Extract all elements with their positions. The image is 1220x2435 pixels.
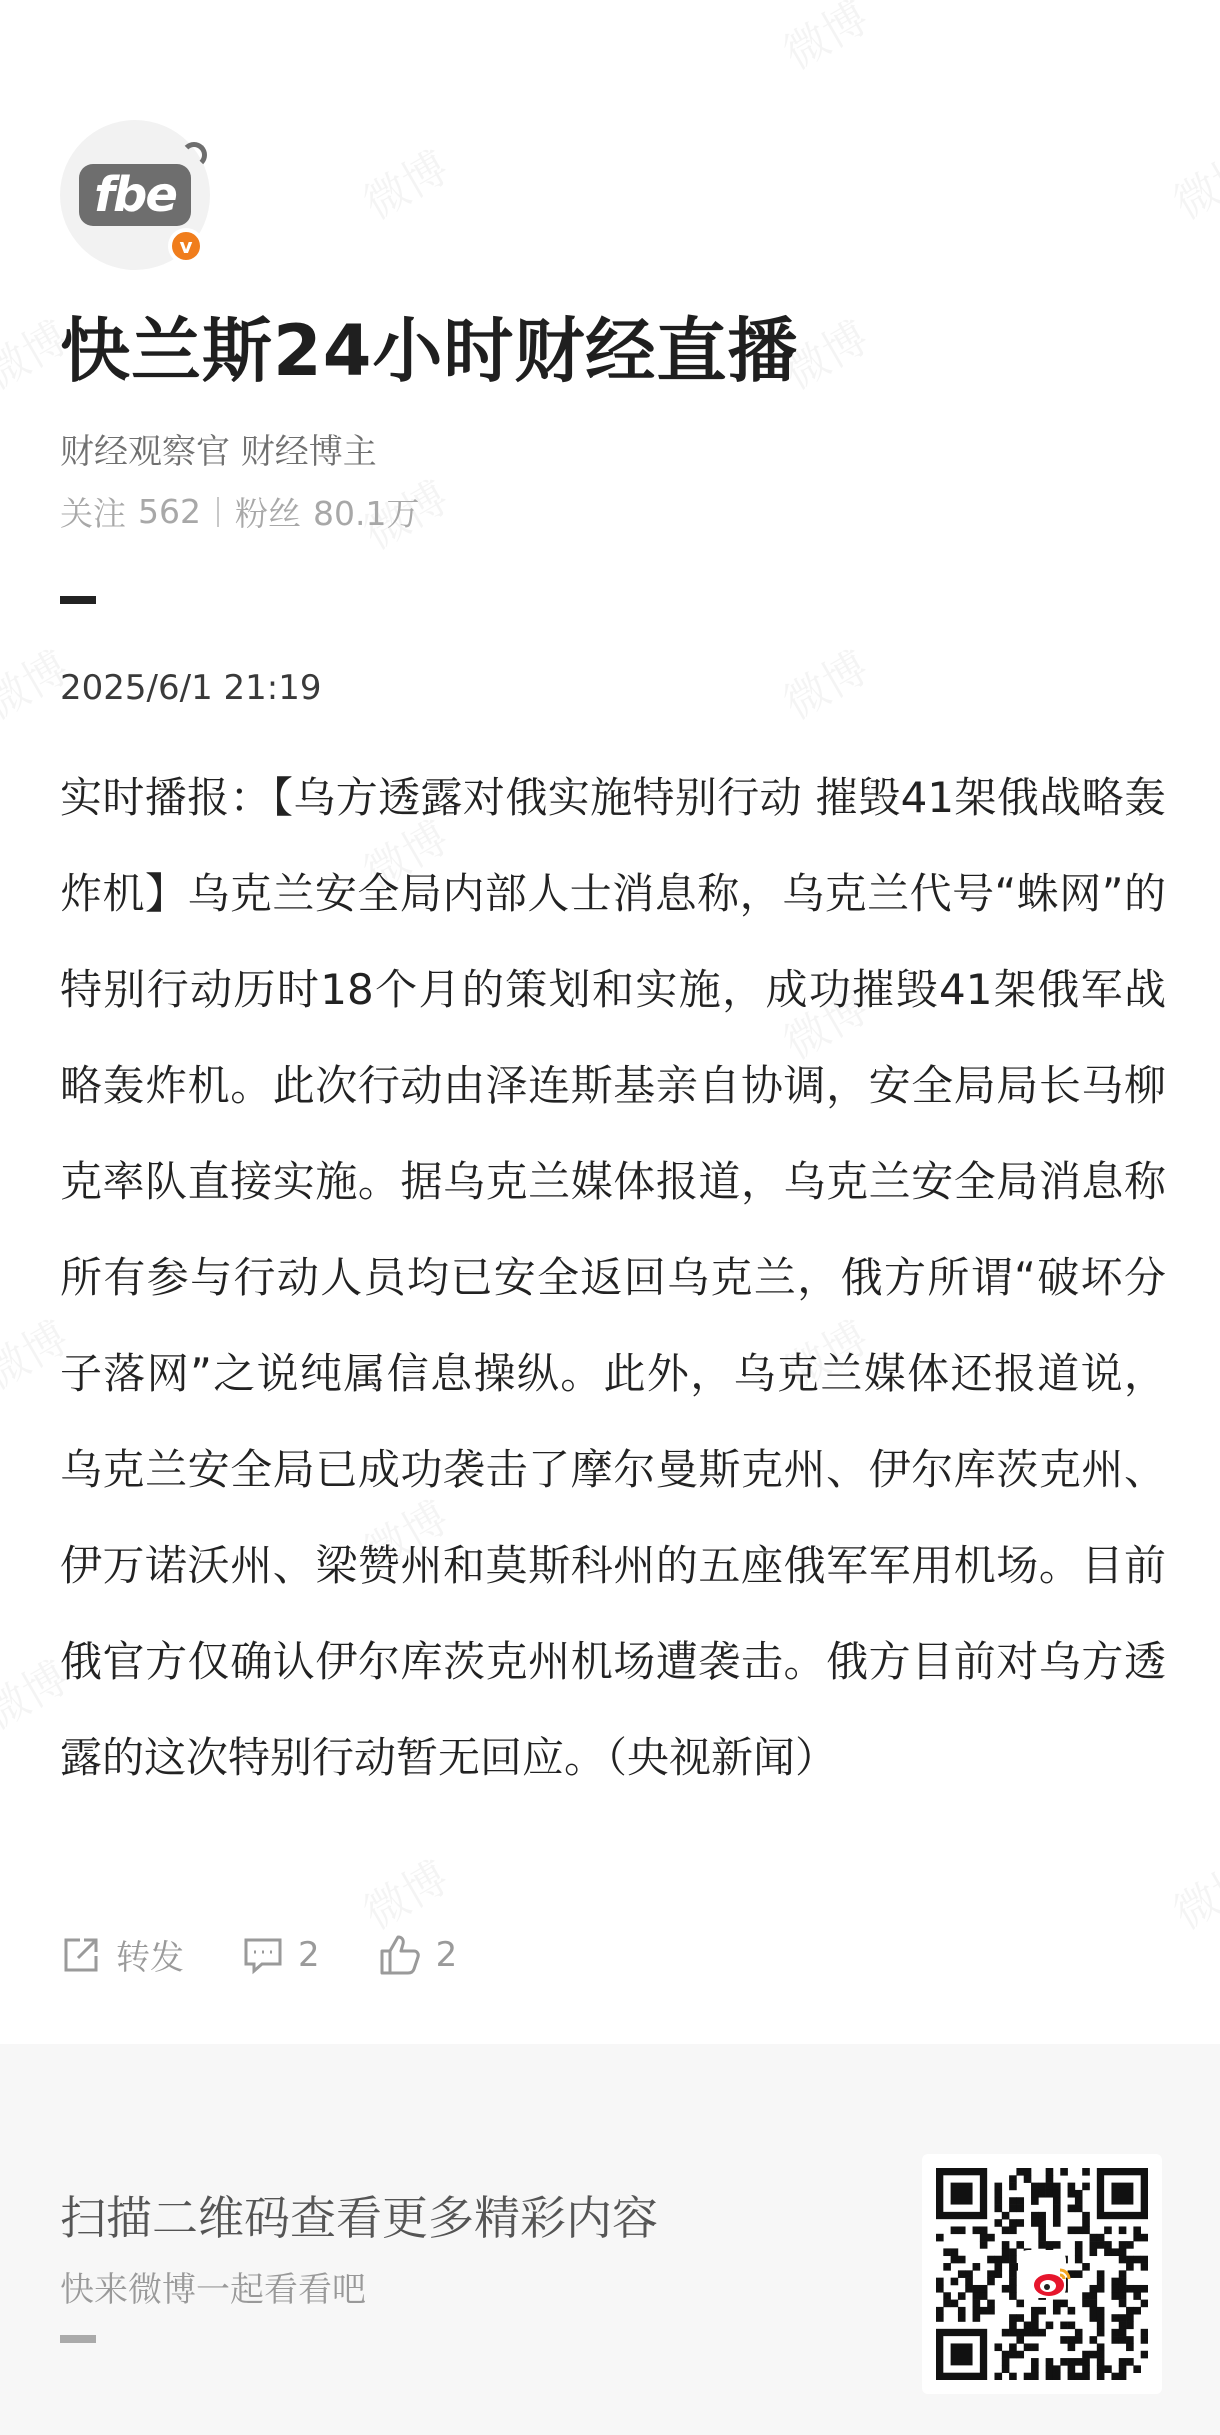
qr-subtitle: 快来微博一起看看吧 bbox=[60, 2270, 366, 2310]
watermark bbox=[350, 1842, 458, 1941]
qr-title: 扫描二维码查看更多精彩内容 bbox=[60, 2191, 658, 2245]
fans-label: 粉丝 bbox=[235, 494, 301, 533]
watermark bbox=[770, 632, 878, 731]
weibo-logo-icon bbox=[1018, 2250, 1066, 2298]
footer-divider bbox=[60, 2335, 96, 2343]
watermark bbox=[1160, 1842, 1220, 1941]
following-count[interactable]: 562 bbox=[138, 492, 201, 531]
verified-badge-icon: v bbox=[168, 228, 204, 264]
post-timestamp: 2025/6/1 21:19 bbox=[60, 668, 322, 708]
watermark bbox=[1160, 132, 1220, 231]
repost-label: 转发 bbox=[116, 1938, 184, 1978]
stats-divider bbox=[217, 497, 219, 527]
like-count: 2 bbox=[435, 1934, 458, 1975]
fans-count[interactable]: 80.1万 bbox=[313, 494, 420, 533]
verified-label: 财经观察官 财经博主 bbox=[60, 432, 377, 472]
avatar-text: fbe bbox=[94, 167, 176, 223]
section-divider bbox=[60, 596, 96, 604]
signal-icon bbox=[181, 142, 207, 168]
comment-count: 2 bbox=[298, 1934, 320, 1975]
follow-stats bbox=[60, 488, 419, 535]
watermark bbox=[770, 0, 878, 82]
qr-code[interactable] bbox=[922, 2154, 1162, 2394]
repost-button[interactable] bbox=[60, 1930, 184, 1979]
brand-logo bbox=[79, 164, 191, 226]
profile-header bbox=[60, 120, 1160, 270]
thumbs-up-icon bbox=[378, 1933, 422, 1977]
comment-icon bbox=[242, 1934, 284, 1976]
post-content: 实时播报：【乌方透露对俄实施特别行动 摧毁41架俄战略轰炸机】乌克兰安全局内部人士消息称，乌克兰代号“蛛网”的特别行动历时18个月的策划和实施，成功摧毁41架俄军战略轰炸机。此次行动由泽连斯基亲自协调，安全局局长马柳克率队直接实施。据乌克兰媒体报道，乌克兰安全局消息称所有参与行动人员均已安全返回乌克兰，俄方所谓“破坏分子落网”之说纯属信息操纵。此外，乌克兰媒体还报道说，乌克兰安全局已成功袭击了摩尔曼斯克州、伊尔库茨克州、伊万诺沃州、梁赞州和莫斯科州的五座俄军军用机场。目前俄官方仅确认伊尔库茨克州机场遭袭击。俄方目前对乌方透露的这次特别行动暂无回应。（央视新闻） bbox=[60, 773, 1166, 1782]
following-label: 关注 bbox=[60, 494, 126, 533]
comment-button[interactable] bbox=[242, 1934, 320, 1976]
post-actions bbox=[60, 1930, 515, 1979]
account-name[interactable]: 快兰斯24小时财经直播 bbox=[60, 310, 799, 392]
repost-icon bbox=[60, 1934, 102, 1976]
avatar[interactable] bbox=[60, 120, 210, 270]
qr-footer bbox=[0, 2044, 1220, 2435]
like-button[interactable] bbox=[378, 1933, 458, 1977]
